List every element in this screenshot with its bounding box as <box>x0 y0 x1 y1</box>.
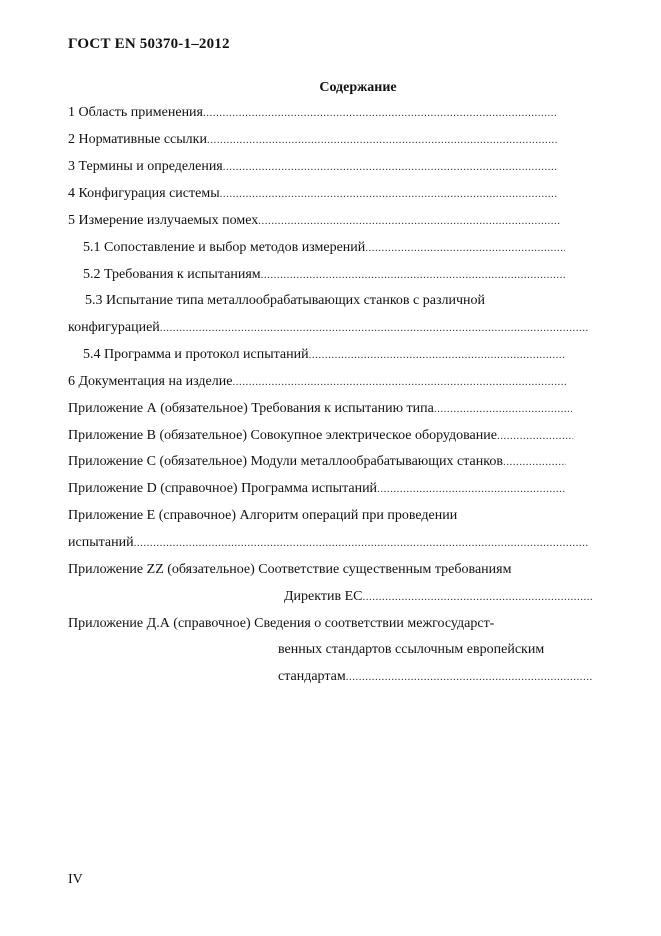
toc-entry-annex-d[interactable]: Приложение D (справочное) Программа испытаний ..... <box>68 480 565 498</box>
dot-leader <box>377 480 565 498</box>
toc-entry-annex-zz-cont[interactable]: Директив ЕС ..... <box>284 588 592 606</box>
dot-leader <box>346 668 592 686</box>
toc-entry-annex-da[interactable]: Приложение Д.А (справочное) Сведения о соответствии межгосударст- <box>68 616 495 631</box>
toc-entry-annex-zz[interactable]: Приложение ZZ (обязательное) Соответствие существенным требованиям <box>68 562 512 577</box>
dot-leader <box>434 400 572 418</box>
toc-entry-annex-c[interactable]: Приложение С (обязательное) Модули металлообрабатывающих станков ..... <box>68 453 566 471</box>
dot-leader <box>258 212 560 230</box>
dot-leader <box>220 185 558 203</box>
page-number: IV <box>68 872 83 887</box>
dot-leader <box>497 427 573 445</box>
toc-entry-5-1[interactable]: 5.1 Сопоставление и выбор методов измерений ..... <box>83 239 565 257</box>
toc-entry-emission-measurement[interactable]: 5 Измерение излучаемых помех ..... <box>68 212 560 230</box>
dot-leader <box>232 373 568 391</box>
toc-entry-annex-e-cont[interactable]: испытаний ..... <box>68 534 588 552</box>
toc-entry-annex-a[interactable]: Приложение А (обязательное) Требования к испытанию типа ..... <box>68 400 572 418</box>
standard-header: ГОСТ EN 50370-1–2012 <box>68 36 230 52</box>
toc-entry-5-4[interactable]: 5.4 Программа и протокол испытаний ..... <box>83 346 565 364</box>
dot-leader <box>207 131 558 149</box>
toc-entry-system-configuration[interactable]: 4 Конфигурация системы ..... <box>68 185 558 203</box>
toc-entry-5-3[interactable]: 5.3 Испытание типа металлообрабатывающих станков с различной <box>85 293 485 308</box>
dot-leader <box>309 346 565 364</box>
toc-entry-documentation[interactable]: 6 Документация на изделие ..... <box>68 373 568 391</box>
dot-leader <box>503 453 566 471</box>
dot-leader <box>365 239 565 257</box>
dot-leader <box>203 104 558 122</box>
toc-entry-annex-e[interactable]: Приложение Е (справочное) Алгоритм операций при проведении <box>68 508 458 523</box>
toc-entry-5-2[interactable]: 5.2 Требования к испытаниям ..... <box>83 266 565 284</box>
dot-leader <box>134 534 588 552</box>
toc-title: Содержание <box>319 80 397 95</box>
toc-entry-scope[interactable]: 1 Область применения ..... <box>68 104 558 122</box>
toc-entry-terms[interactable]: 3 Термины и определения ..... <box>68 158 558 176</box>
toc-entry-annex-da-cont-2[interactable]: стандартам ..... <box>278 668 592 686</box>
toc-entry-annex-b[interactable]: Приложение В (обязательное) Совокупное электрическое оборудование ..... <box>68 427 573 445</box>
toc-entry-annex-da-cont-1[interactable]: венных стандартов ссылочным европейским <box>278 642 545 657</box>
dot-leader <box>261 266 565 284</box>
toc-entry-normative-references[interactable]: 2 Нормативные ссылки ..... <box>68 131 558 149</box>
dot-leader <box>223 158 558 176</box>
toc-entry-5-3-cont[interactable]: конфигурацией ..... <box>68 319 588 337</box>
dot-leader <box>362 588 592 606</box>
dot-leader <box>160 319 588 337</box>
